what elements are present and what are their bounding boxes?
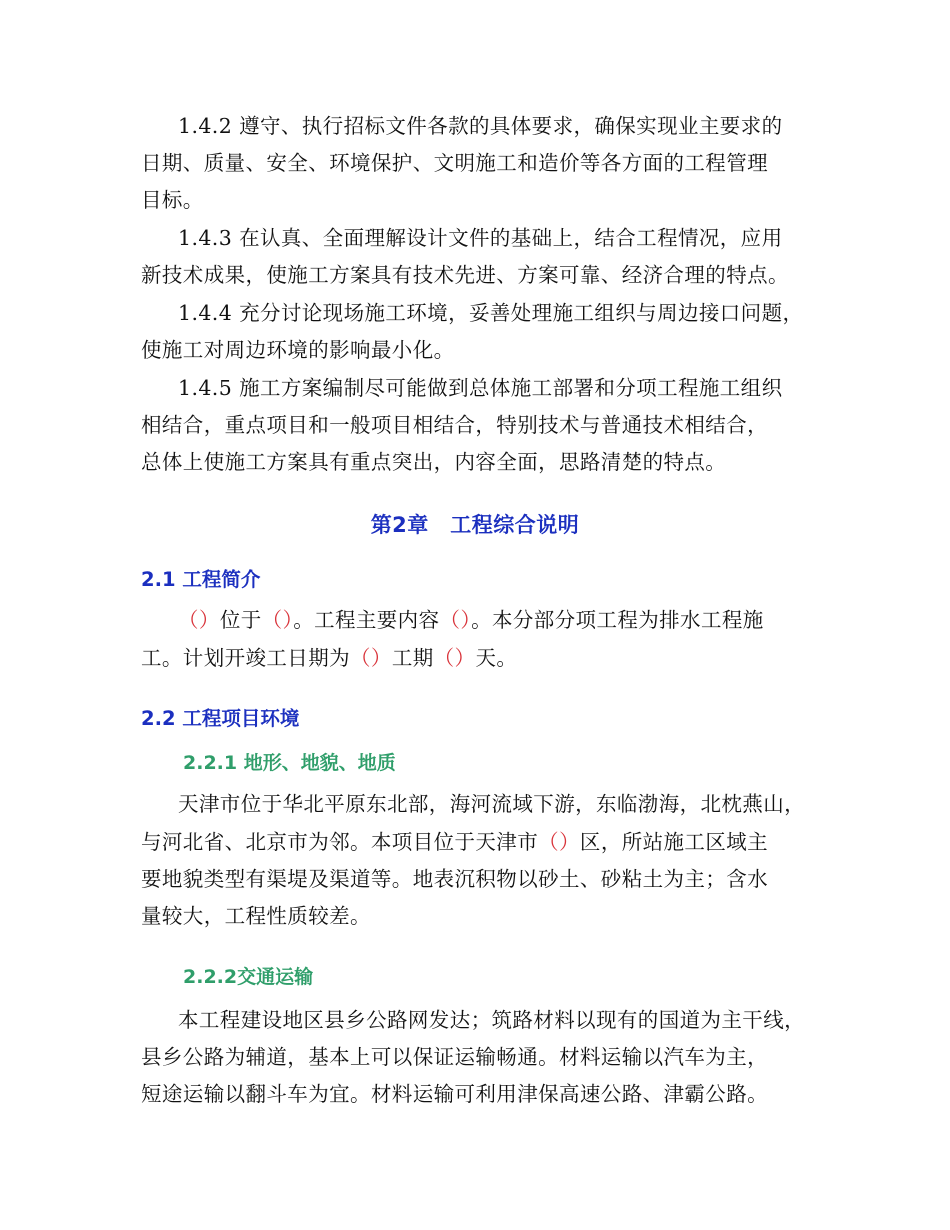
blank-placeholder: （） [178,608,220,632]
para-2-1-line-2: 工。计划开竣工日期为（）工期（）天。 [141,646,518,670]
blank-placeholder: （） [538,830,580,854]
para-1-4-4-line-2: 使施工对周边环境的影响最小化。 [141,338,455,362]
subsection-heading-2-2-2: 2.2.2交通运输 [183,966,314,988]
para-2-2-1-line-2: 与河北省、北京市为邻。本项目位于天津市（）区，所站施工区域主 [141,830,769,854]
para-1-4-5-line-2: 相结合，重点项目和一般项目相结合，特别技术与普通技术相结合， [141,413,768,437]
para-1-4-3-line-1: 1.4.3 在认真、全面理解设计文件的基础上，结合工程情况，应用 [178,226,783,250]
section-heading-2-2: 2.2 工程项目环境 [141,707,300,730]
para-2-2-2-line-2: 县乡公路为辅道，基本上可以保证运输畅通。材料运输以汽车为主， [141,1045,768,1069]
para-2-1-line-1: （）位于（）。工程主要内容（）。本分部分项工程为排水工程施 [178,608,764,632]
para-1-4-3-line-2: 新技术成果，使施工方案具有技术先进、方案可靠、经济合理的特点。 [141,263,789,287]
para-1-4-4-line-1: 1.4.4 充分讨论现场施工环境，妥善处理施工组织与周边接口问题， [178,301,804,325]
blank-placeholder: （） [261,608,294,632]
section-heading-2-1: 2.1 工程简介 [141,568,261,591]
para-1-4-5-line-1: 1.4.5 施工方案编制尽可能做到总体施工部署和分项工程施工组织 [178,376,783,400]
para-2-2-2-line-1: 本工程建设地区县乡公路网发达；筑路材料以现有的国道为主干线， [178,1008,805,1032]
para-2-2-1-line-1: 天津市位于华北平原东北部，海河流域下游，东临渤海，北枕燕山， [178,792,805,816]
para-2-2-2-line-3: 短途运输以翻斗车为宜。材料运输可利用津保高速公路、津霸公路。 [141,1082,768,1106]
blank-placeholder: （） [439,608,472,632]
para-1-4-2-line-1: 1.4.2 遵守、执行招标文件各款的具体要求，确保实现业主要求的 [178,114,783,138]
para-2-2-1-line-4: 量较大，工程性质较差。 [141,904,371,928]
para-1-4-2-line-2: 日期、质量、安全、环境保护、文明施工和造价等各方面的工程管理 [141,151,768,175]
blank-placeholder: （） [433,646,476,670]
chapter-title: 第2章 工程综合说明 [370,513,580,537]
subsection-heading-2-2-1: 2.2.1 地形、地貌、地质 [183,752,396,774]
para-1-4-2-line-3: 目标。 [141,188,204,212]
blank-placeholder: （） [350,646,392,670]
para-2-2-1-line-3: 要地貌类型有渠堤及渠道等。地表沉积物以砂土、砂粘土为主；含水 [141,867,768,891]
para-1-4-5-line-3: 总体上使施工方案具有重点突出，内容全面，思路清楚的特点。 [141,450,727,474]
